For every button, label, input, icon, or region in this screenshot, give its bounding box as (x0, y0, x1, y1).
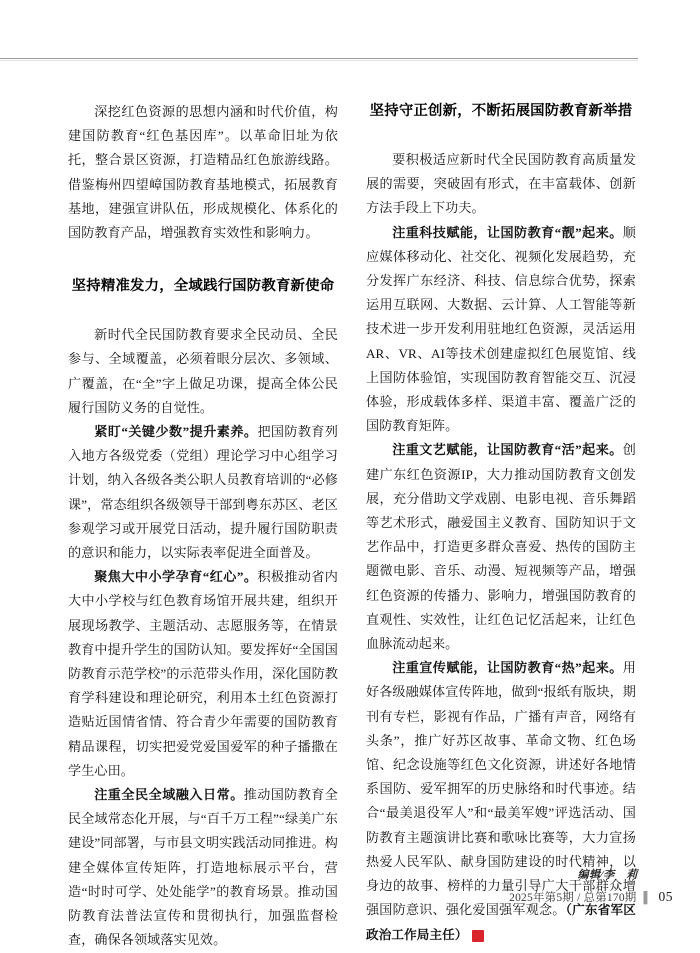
editor-credit: 编辑∕李 莉 (577, 869, 638, 881)
paragraph (366, 148, 636, 221)
author-affiliation: （广东省军区政治工作局主任） (366, 903, 636, 942)
paragraph-lead: 注重全民全域融入日常。 (94, 787, 244, 803)
paragraph-body: 推动国防教育全民全域常态化开展，与“百千万工程”“绿美广东建设”同部署，与市县文明实践活动同推进。构建全媒体宣传矩阵，打造地标展示平台，营造“时时可学、处处能学”的教育场景。推动国防教育法普法宣传和贯彻执行，加强监督检查，确保各领域落实见效。 (68, 787, 338, 948)
page-number: 05 (658, 889, 673, 904)
paragraph (68, 420, 338, 565)
right-column (366, 100, 636, 947)
paragraph-lead: 注重科技赋能，让国防教育“靓”起来。 (392, 224, 623, 240)
paragraph (68, 565, 338, 783)
end-of-article-mark-icon: G (472, 930, 484, 942)
heading-spacer-top (68, 245, 338, 275)
paragraph (68, 783, 338, 952)
issue-label: 2025年第5期 / 总第170期 (509, 892, 637, 904)
paragraph-body: 创建广东红色资源IP，大力推动国防教育文创发展，充分借助文学戏剧、电影电视、音乐舞蹈等艺术形式，融爱国主义教育、国防知识于文艺作品中，打造更多群众喜爱、热传的国防主题微电影、音乐、动漫、短视频等产品，增强红色资源的传播力、影响力，增强国防教育的直观性、实效性，让红色记忆活起来，让红色血脉流动起来。 (366, 442, 636, 652)
two-column-body (68, 100, 636, 953)
paragraph-body: 积极推动省内大中小学校与红色教育场馆开展共建，组织开展现场教学、主题活动、志愿服务等，在情景教育中提升学生的国防认知。要发挥好“全国国防教育示范学校”的示范带头作用，深化国防教育学科建设和理论研究，利用本土红色资源打造贴近国情省情、符合青少年需要的国防教育精品课程，切实把爱党爱国爱军的种子播撒在学生心田。 (68, 569, 338, 778)
issue-separator-icon: ▌ (643, 892, 652, 904)
continued-paragraph: 深挖红色资源的思想内涵和时代价值，构建国防教育“红色基因库”。以革命旧址为依托，整合景区资源，打造精品红色旅游线路。借鉴梅州四望嶂国防教育基地模式，拓展教育基地，建强宣讲队伍，形成规模化、体系化的国防教育产品，增强教育实效性和影响力。 (68, 104, 338, 241)
issue-footer (509, 889, 673, 905)
section-heading-right: 坚持守正创新，不断拓展国防教育新举措 (369, 103, 633, 119)
heading-spacer-bottom (68, 297, 338, 323)
paragraph-body: 新时代全民国防教育要求全民动员、全民参与、全域覆盖，必须着眼分层次、多领域、广覆盖，在“全”字上做足功课，提高全体公民履行国防义务的自觉性。 (68, 327, 338, 415)
paragraph-lead: 紧盯“关键少数”提升素养。 (94, 424, 258, 440)
paragraph-lead: 注重宣传赋能，让国防教育“热”起来。 (392, 660, 623, 676)
header-divider-rule (0, 58, 638, 59)
paragraph-body: 把国防教育列入地方各级党委（党组）理论学习中心组学习计划，纳入各级各类公职人员教育培训的“必修课”，常态组织各级领导干部到粤东苏区、老区参观学习或开展党日活动，提升履行国防职责的意识和能力，以实际表率促进全面普及。 (68, 424, 338, 561)
paragraph-lead: 注重文艺赋能，让国防教育“活”起来。 (392, 442, 623, 458)
left-column (68, 100, 338, 953)
paragraph-body: 顺应媒体移动化、社交化、视频化发展趋势，充分发挥广东经济、科技、信息综合优势，探索运用互联网、大数据、云计算、人工智能等新技术进一步开发利用驻地红色资源，灵活运用AR、VR、AI等技术创建虚拟红色展览馆、线上国防体验馆，实现国防教育智能交互、沉浸体验，形成载体多样、渠道丰富、覆盖广泛的国防教育矩阵。 (366, 224, 636, 434)
paragraph-body: 用好各级融媒体宣传阵地，做到“报纸有版块，期刊有专栏，影视有作品，广播有声音，网络有头条”，推广好苏区故事、革命文物、红色场馆、纪念设施等红色文化资源，讲述好各地情系国防、爱军拥军的历史脉络和时代事迹。结合“最美退役军人”和“最美军嫂”评选活动、国防教育主题演讲比赛和歌咏比赛等，大力宣扬热爱人民军队、献身国防建设的时代精神，以身边的故事、榜样的力量引导广大干部群众增强国防意识、强化爱国强军观念。 (366, 660, 636, 918)
heading-spacer-bottom (366, 122, 636, 148)
paragraph (366, 438, 636, 656)
paragraph (68, 323, 338, 420)
section-heading-left: 坚持精准发力，全域践行国防教育新使命 (71, 278, 335, 295)
paragraph (366, 221, 636, 439)
paragraph-lead: 聚焦大中小学孕育“红心”。 (94, 569, 258, 585)
paragraph-body: 要积极适应新时代全民国防教育高质量发展的需要，突破固有形式，在丰富载体、创新方法手段上下功夫。 (366, 152, 636, 216)
